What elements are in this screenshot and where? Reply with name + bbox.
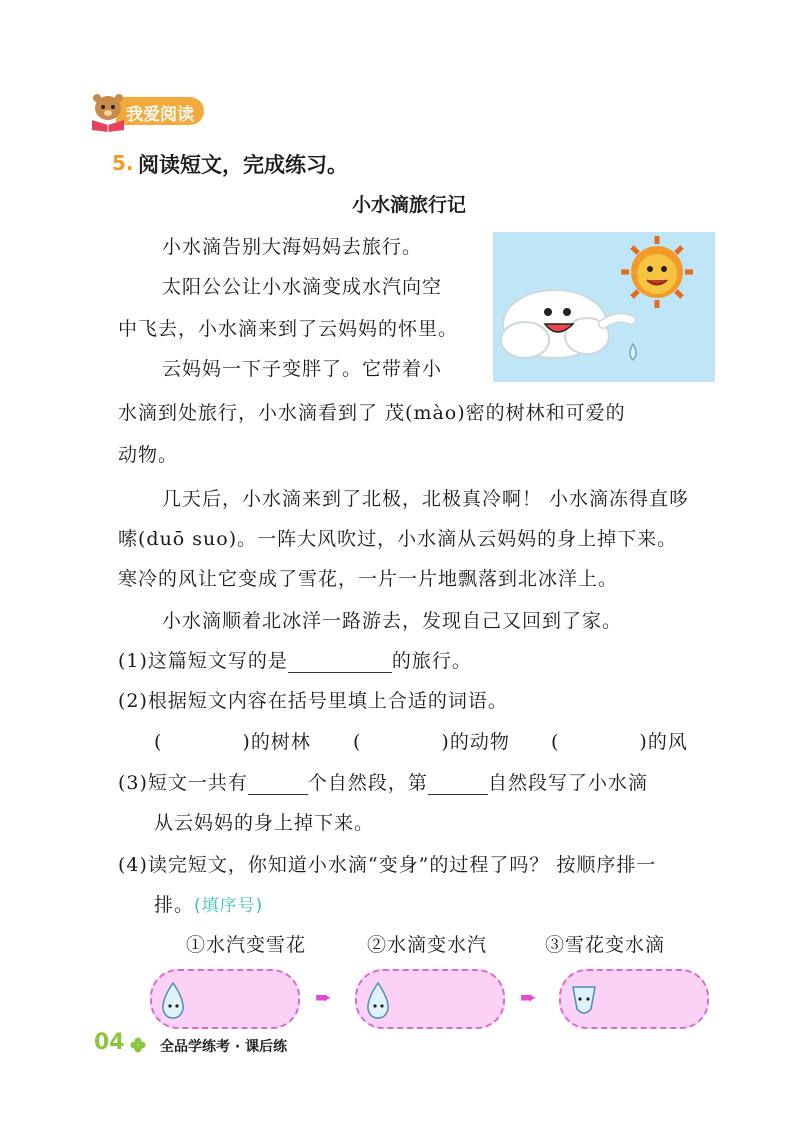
water-drop-icon (567, 981, 601, 1021)
q4-option: ①水汽变雪花 (186, 934, 307, 956)
q2-item-label: 的树林 (250, 731, 311, 753)
q4-line2-text: 排。 (154, 894, 195, 916)
q3-part3: 自然段写了小水滴 (487, 772, 648, 794)
arrow-right-icon: ➨ (520, 985, 537, 1009)
q3-paragraph-blank[interactable] (428, 772, 488, 795)
q4-answer-box[interactable] (355, 969, 505, 1029)
water-drop-icon (363, 981, 393, 1021)
sun-and-cloud-illustration (493, 232, 715, 382)
story-line: 小水滴顺着北冰洋一路游去，发现自己又回到了家。 (162, 610, 623, 632)
q4-line2 (154, 890, 263, 917)
arrow-right-icon: ➨ (315, 985, 332, 1009)
water-drop-icon (158, 981, 188, 1021)
q4-option: ③雪花变水滴 (545, 934, 666, 956)
story-line: 嗦(duō suo)。一阵大风吹过，小水滴从云妈妈的身上掉下来。 (118, 528, 678, 550)
q4-answer-box[interactable] (559, 969, 709, 1029)
footer-brand: 全品学练考 · 课后练 (160, 1039, 288, 1055)
q2-answer-bracket[interactable]: ( ) (353, 731, 450, 753)
q2-item-label: 的风 (647, 731, 688, 753)
question-2: (2)根据短文内容在括号里填上合适的词语。 (118, 690, 508, 712)
q3-part1: (3)短文一共有 (118, 772, 248, 794)
water-drop-icon (630, 344, 636, 360)
q2-item-3 (551, 727, 688, 754)
q2-answer-bracket[interactable]: ( ) (551, 731, 648, 753)
q4-answer-box[interactable] (150, 969, 300, 1029)
clover-icon (130, 1037, 146, 1053)
q1-answer-blank[interactable] (288, 650, 392, 673)
story-line: 水滴到处旅行，小水滴看到了 茂(mào)密的树林和可爱的 (118, 402, 626, 424)
q2-answer-bracket[interactable]: ( ) (154, 731, 251, 753)
q4-option: ②水滴变水汽 (367, 934, 488, 956)
question-3 (118, 768, 648, 795)
question-4: (4)读完短文，你知道小水滴“变身”的过程了吗？ 按顺序排一 (118, 854, 657, 876)
q2-item-1 (154, 727, 311, 754)
bear-reading-icon (88, 92, 128, 132)
story-line: 寒冷的风让它变成了雪花，一片一片地飘落到北冰洋上。 (118, 568, 619, 590)
page-number: 04 (94, 1030, 125, 1055)
story-line: 小水滴告别大海妈妈去旅行。 (162, 236, 423, 258)
q3-part2: 个自然段，第 (307, 772, 428, 794)
question-number: 5. (112, 151, 134, 175)
q1-suffix: 的旅行。 (391, 650, 472, 672)
story-line: 几天后，小水滴来到了北极，北极真冷啊！ 小水滴冻得直哆 (162, 488, 690, 510)
q3-count-blank[interactable] (248, 772, 308, 795)
story-line: 动物。 (118, 444, 179, 466)
story-line: 云妈妈一下子变胖了。它带着小 (162, 358, 443, 380)
story-line: 中飞去，小水滴来到了云妈妈的怀里。 (118, 318, 459, 340)
story-title: 小水滴旅行记 (352, 194, 467, 216)
story-line: 太阳公公让小水滴变成水汽向空 (162, 276, 443, 298)
question-instruction: 阅读短文，完成练习。 (138, 153, 348, 177)
question-1 (118, 646, 472, 673)
q2-item-label: 的动物 (449, 731, 510, 753)
q3-line2: 从云妈妈的身上掉下来。 (154, 812, 375, 834)
section-badge (88, 92, 206, 132)
badge-label: 我爱阅读 (126, 105, 194, 125)
q2-item-2 (353, 727, 510, 754)
q1-prefix: (1)这篇短文写的是 (118, 650, 288, 672)
q4-hint: (填序号) (194, 896, 264, 916)
